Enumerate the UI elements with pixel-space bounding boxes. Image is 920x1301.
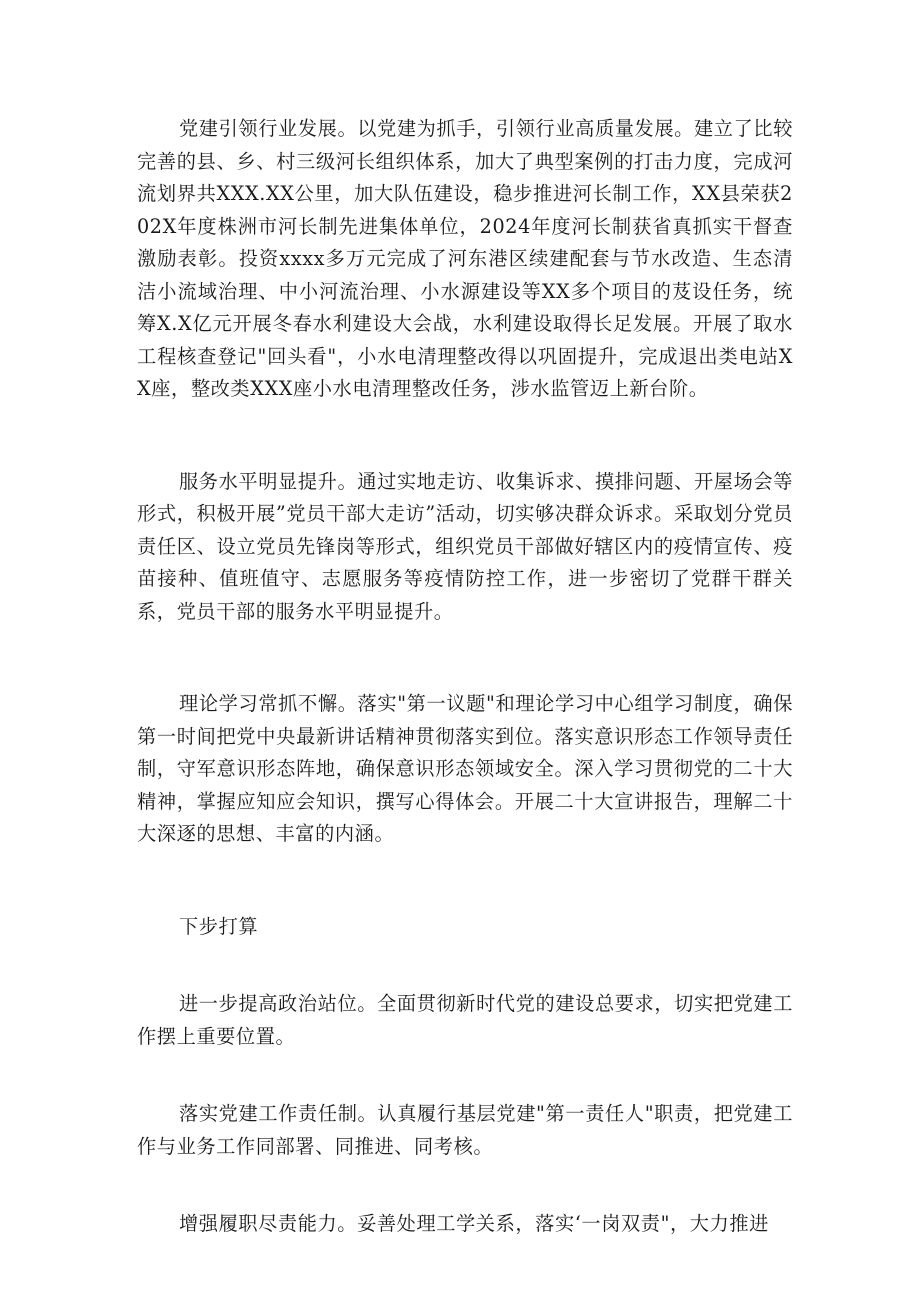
section-heading-next-steps: 下步打算 (179, 914, 259, 938)
paragraph-duty-capability: 增强履职尽责能力。妥善处理工学关系，落实‘一岗双责"，大力推进 (179, 1212, 769, 1235)
paragraph-responsibility-system: 落实党建工作责任制。认真履行基层党建"第一责任人"职责，把党建工作与业务工作同部署、同推进、同考核。 (137, 1102, 793, 1158)
paragraph-party-leads-industry: 党建引领行业发展。以党建为抓手，引领行业高质量发展。建立了比较完善的县、乡、村三级河长组织体系，加大了典型案例的打击力度，完成河流划界共XXX.XX公里，加大队伍建设，稳步推进河长制工作，XX县荣获202X年度株洲市河长制先进集体单位，2024年度河长制获省真抓实干督查激励表彰。投资xxxx多万元完成了河东港区续建配套与节水改造、生态清洁小流域治理、中小河流治理、小水源建设等XX多个项目的芨设任务，统筹X.X亿元开展冬春水利建设大会战，水利建设取得长足发展。开展了取水工程核查登记"回头看"，小水电清理整改得以巩固提升，完成退出类电站XX座，整改类XXX座小水电清理整改任务，涉水监管迈上新台阶。 (137, 117, 793, 400)
paragraph-service-improvement: 服务水平明显提升。通过实地走访、收集诉求、摸排问题、开屋场会等形式，积极开展”党员干部大走访”活动，切实够决群众诉求。采取划分党员责任区、设立党员先锋岗等形式，组织党员干部做好辖区内的疫情宣传、疫苗接种、值班值守、志愿服务等疫情防控工作，进一步密切了党群干群关系，党员干部的服务水平明显提升。 (137, 469, 793, 623)
paragraph-political-stance: 进一步提高政治站位。全面贯彻新时代党的建设总要求，切实把党建工作摆上重要位置。 (137, 992, 793, 1048)
document-page (137, 113, 793, 1241)
paragraph-theory-study: 理论学习常抓不懈。落实"第一议题"和理论学习中心组学习制度，确保第一时间把党中央最新讲话精神贯彻落实到位。落实意识形态工作领导责任制，守军意识形态阵地，确保意识形态领域安全。深入学习贯彻党的二十大精神，掌握应知应会知识，撰写心得体会。开展二十大宣讲报告，理解二十大深逐的思想、丰富的内涵。 (137, 692, 793, 845)
